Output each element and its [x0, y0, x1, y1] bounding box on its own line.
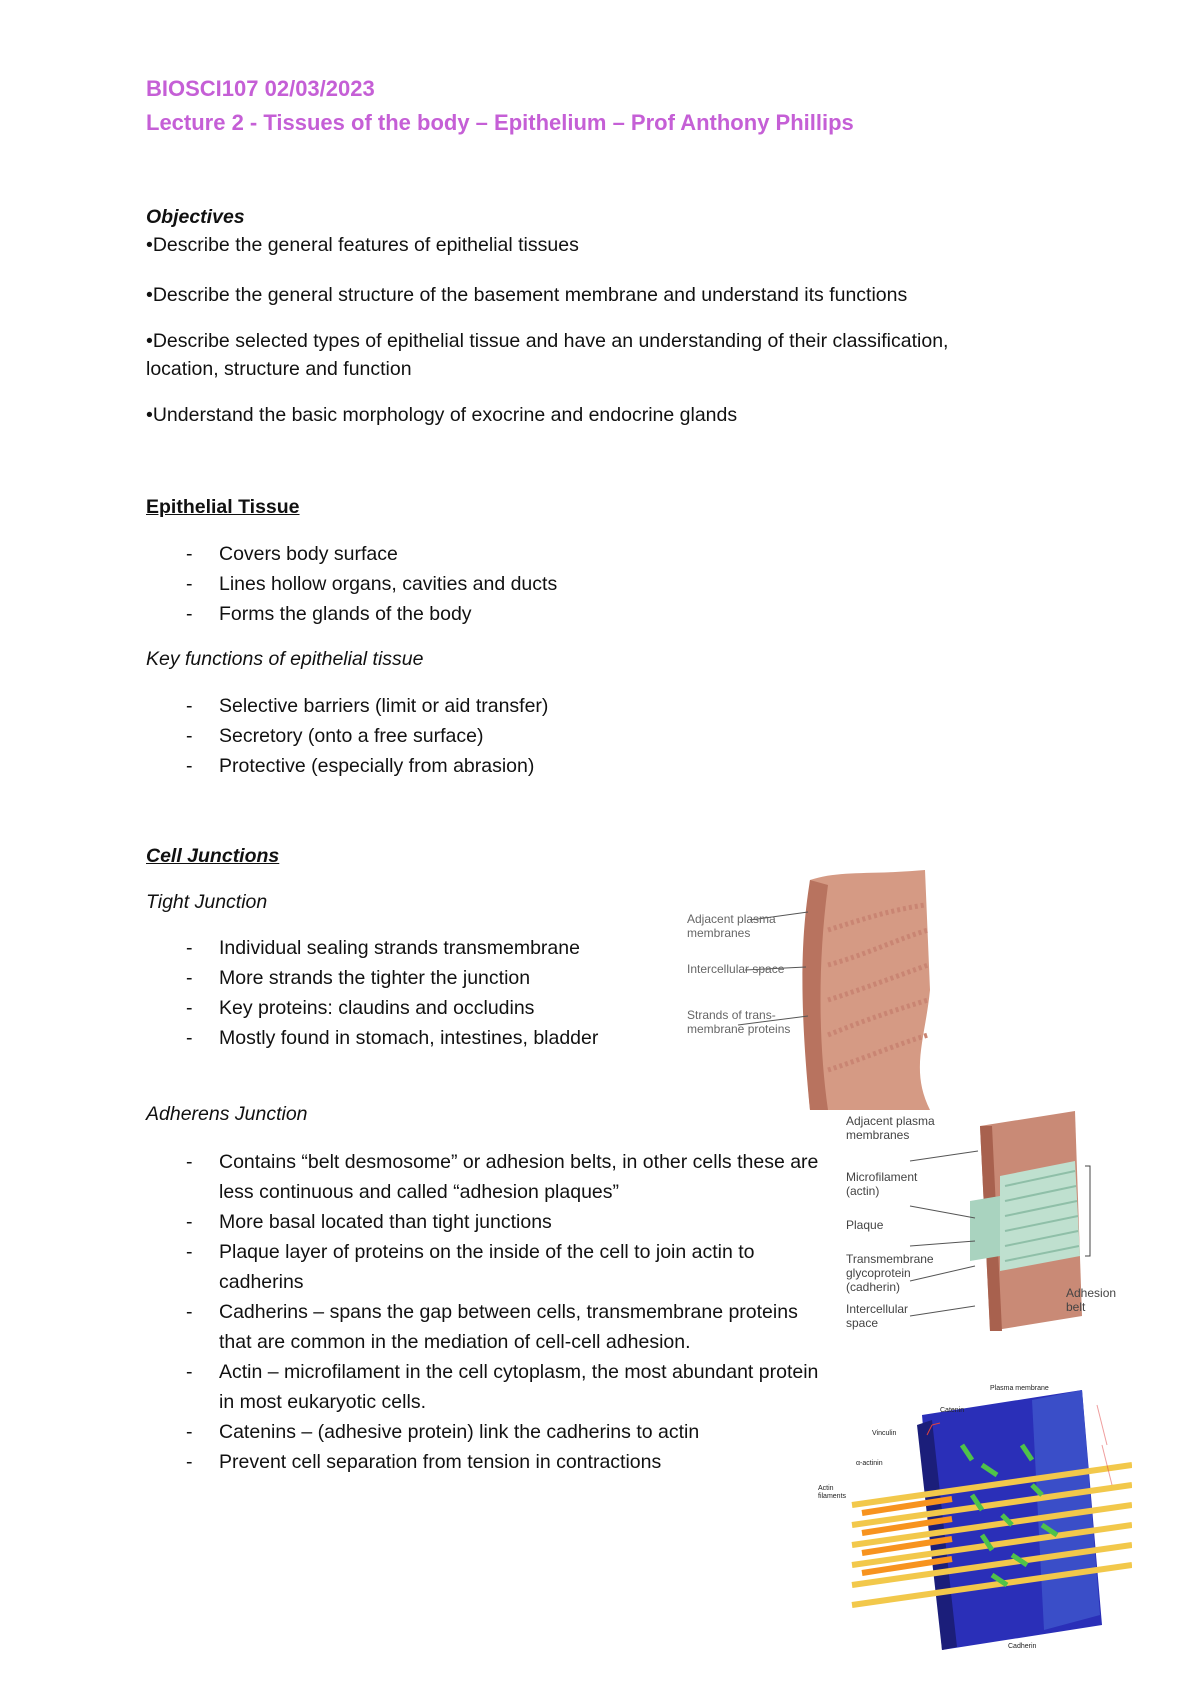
- figure-label: Adhesion belt: [1066, 1286, 1117, 1314]
- list-item: - Individual sealing strands transmembrane: [146, 933, 686, 963]
- list-item: - Cadherins – spans the gap between cells, transmembrane proteins that are common in the mediation of cell-cell adhesion.: [146, 1297, 826, 1357]
- epithelial-tissue-heading: Epithelial Tissue: [146, 496, 300, 518]
- figure-label: Plaque: [846, 1218, 884, 1232]
- figure-label: Actin filaments: [818, 1485, 847, 1500]
- adherens-junction-list: [146, 1147, 826, 1477]
- list-item: - Protective (especially from abrasion): [146, 751, 548, 781]
- objective-item: •Describe the general features of epithelial tissues: [146, 234, 579, 256]
- figure-label: α-actinin: [856, 1460, 883, 1467]
- figure-label: Intercellular space: [846, 1302, 909, 1330]
- figure-label: Intercellular space: [687, 962, 785, 976]
- list-item: - More strands the tighter the junction: [146, 963, 686, 993]
- catenin-illustration: [832, 1385, 1132, 1655]
- list-item: - Actin – microfilament in the cell cytoplasm, the most abundant protein in most eukaryotic cells.: [146, 1357, 826, 1417]
- figure-label: Plasma membrane: [990, 1385, 1049, 1392]
- objective-item: •Describe the general structure of the basement membrane and understand its functions: [146, 284, 908, 306]
- list-item: - More basal located than tight junctions: [146, 1207, 826, 1237]
- lecture-title: Lecture 2 - Tissues of the body – Epithelium – Prof Anthony Phillips: [146, 110, 854, 135]
- list-item: - Mostly found in stomach, intestines, bladder: [146, 1023, 686, 1053]
- objective-item: •Describe selected types of epithelial tissue and have an understanding of their classification, location, structure and function: [146, 330, 949, 380]
- tight-junction-heading: Tight Junction: [146, 891, 268, 913]
- figure-label: Adjacent plasma membranes: [846, 1114, 935, 1142]
- cell-junctions-heading: Cell Junctions: [146, 845, 280, 867]
- figure-label: Vinculin: [872, 1430, 897, 1437]
- epithelial-tissue-list: [146, 539, 557, 629]
- list-item: - Forms the glands of the body: [146, 599, 557, 629]
- figure-label: Cadherin: [1008, 1643, 1037, 1650]
- catenin-figure: [818, 1385, 1132, 1655]
- list-item: - Selective barriers (limit or aid transfer): [146, 691, 548, 721]
- figure-label: Microfilament (actin): [846, 1170, 918, 1198]
- list-item: - Covers body surface: [146, 539, 557, 569]
- objectives-heading: Objectives: [146, 206, 245, 228]
- adherens-junction-heading: Adherens Junction: [146, 1103, 308, 1125]
- adherens-junction-figure: [846, 1106, 1150, 1346]
- figure-label: Adjacent plasma membranes: [687, 912, 776, 940]
- list-item: - Secretory (onto a free surface): [146, 721, 548, 751]
- key-functions-heading: Key functions of epithelial tissue: [146, 648, 424, 670]
- objectives-section: [146, 203, 1046, 259]
- figure-label: Strands of trans-membrane proteins: [687, 1008, 791, 1036]
- tight-junction-figure: [687, 870, 930, 1110]
- course-date-title: BIOSCI107 02/03/2023: [146, 76, 375, 101]
- tight-junction-illustration: [690, 870, 930, 1110]
- list-item: - Contains “belt desmosome” or adhesion belts, in other cells these are less continuous and called “adhesion plaques”: [146, 1147, 826, 1207]
- objective-item: •Understand the basic morphology of exocrine and endocrine glands: [146, 404, 738, 426]
- figure-label: Transmembrane glycoprotein (cadherin): [846, 1252, 934, 1294]
- list-item: - Plaque layer of proteins on the inside of the cell to join actin to cadherins: [146, 1237, 826, 1297]
- figure-label: Catenin: [940, 1407, 965, 1414]
- list-item: - Lines hollow organs, cavities and ducts: [146, 569, 557, 599]
- list-item: - Prevent cell separation from tension in contractions: [146, 1447, 826, 1477]
- list-item: - Catenins – (adhesive protein) link the cadherins to actin: [146, 1417, 826, 1447]
- list-item: - Key proteins: claudins and occludins: [146, 993, 686, 1023]
- key-functions-list: [146, 691, 548, 781]
- tight-junction-list: [146, 933, 686, 1053]
